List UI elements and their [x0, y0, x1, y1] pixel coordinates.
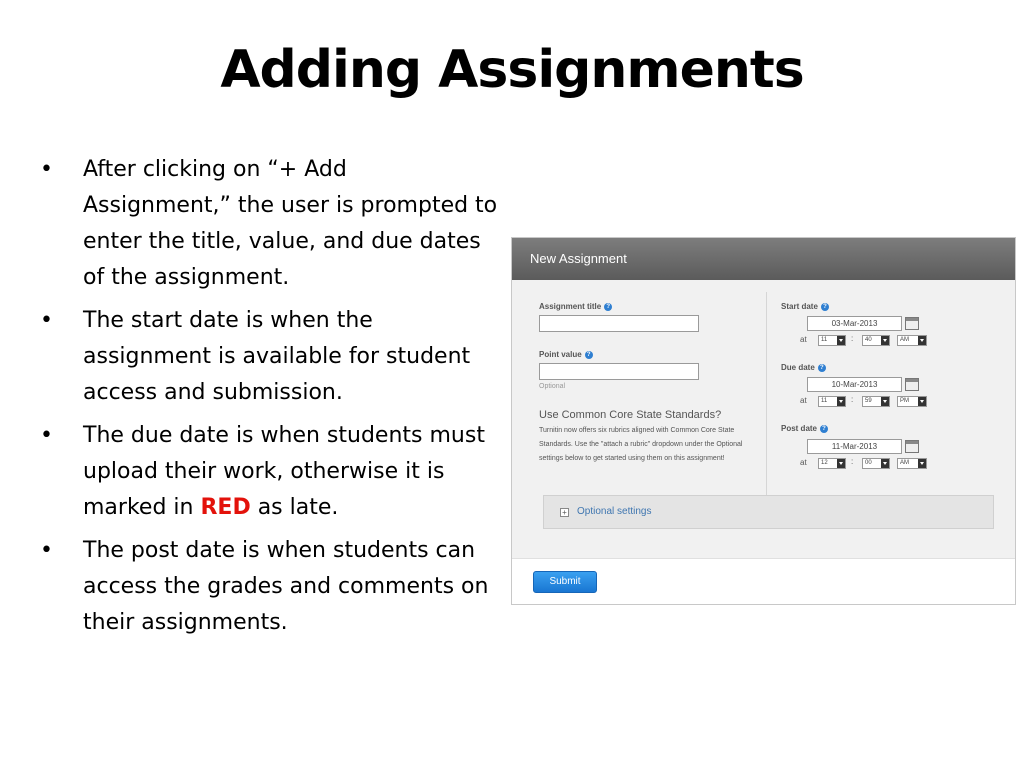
due-hour-value: 11: [821, 398, 828, 404]
post-date-label-text: Post date: [781, 424, 818, 433]
start-date-label: [781, 302, 829, 311]
bullet-text: The post date is when students can access the grades and comments on their assignments.: [83, 538, 489, 635]
calendar-icon[interactable]: [905, 378, 919, 391]
help-icon[interactable]: ?: [604, 303, 612, 311]
due-minute-select[interactable]: [862, 396, 890, 407]
point-value-label: [539, 350, 593, 359]
assignment-title-label-text: Assignment title: [539, 302, 602, 311]
bullet-item-click-add: [40, 152, 500, 296]
post-hour-value: 12: [821, 460, 828, 466]
due-date-label-text: Due date: [781, 363, 815, 372]
at-label: at: [800, 335, 807, 344]
start-date-label-text: Start date: [781, 302, 818, 311]
chevron-down-icon: [918, 459, 926, 468]
start-minute-value: 40: [865, 337, 872, 343]
post-date-input[interactable]: 11-Mar-2013: [807, 439, 902, 454]
help-icon[interactable]: ?: [818, 364, 826, 372]
post-date-label: [781, 424, 828, 433]
chevron-down-icon: [881, 397, 889, 406]
bullet-item-due-date: [40, 418, 500, 526]
calendar-icon[interactable]: [905, 440, 919, 453]
point-value-optional-note: Optional: [539, 383, 566, 390]
start-ampm-select[interactable]: [897, 335, 927, 346]
due-minute-value: 59: [865, 398, 872, 404]
due-hour-select[interactable]: [818, 396, 846, 407]
chevron-down-icon: [837, 336, 845, 345]
bullet-marker: •: [40, 423, 53, 448]
time-colon: :: [851, 334, 854, 343]
chevron-down-icon: [881, 459, 889, 468]
time-colon: :: [851, 395, 854, 404]
bullet-item-post-date: [40, 533, 500, 641]
column-divider: [766, 292, 767, 520]
post-ampm-select[interactable]: [897, 458, 927, 469]
red-emphasis: RED: [200, 495, 251, 520]
post-hour-select[interactable]: [818, 458, 846, 469]
due-ampm-value: PM: [900, 398, 909, 404]
due-ampm-select[interactable]: [897, 396, 927, 407]
chevron-down-icon: [837, 459, 845, 468]
help-icon[interactable]: ?: [585, 351, 593, 359]
calendar-icon[interactable]: [905, 317, 919, 330]
dialog-footer: [512, 558, 1015, 604]
point-value-input[interactable]: [539, 363, 699, 380]
common-core-text: Turnitin now offers six rubrics aligned with Common Core State Standards. Use the "attach a rubric" dropdown under the Optional settings below to get started using them on this assignment!: [539, 427, 743, 462]
due-date-label: [781, 363, 826, 372]
chevron-down-icon: [918, 397, 926, 406]
start-hour-select[interactable]: [818, 335, 846, 346]
slide-title: Adding Assignments: [220, 40, 804, 100]
optional-settings-label[interactable]: Optional settings: [577, 506, 652, 517]
at-label: at: [800, 396, 807, 405]
help-icon[interactable]: ?: [820, 425, 828, 433]
start-ampm-value: AM: [900, 337, 909, 343]
time-colon: :: [851, 457, 854, 466]
post-minute-select[interactable]: [862, 458, 890, 469]
start-minute-select[interactable]: [862, 335, 890, 346]
assignment-title-input[interactable]: [539, 315, 699, 332]
new-assignment-dialog: [511, 237, 1016, 605]
bullet-list: [40, 152, 500, 648]
post-minute-value: 00: [865, 460, 872, 466]
start-hour-value: 11: [821, 337, 828, 343]
dialog-title: New Assignment: [512, 238, 1015, 280]
bullet-text-before: The due date is when students must upload their work, otherwise it is marked in: [83, 423, 485, 520]
bullet-marker: •: [40, 308, 53, 333]
optional-settings-toggle[interactable]: [543, 495, 994, 529]
bullet-item-start-date: [40, 303, 500, 411]
bullet-marker: •: [40, 538, 53, 563]
submit-button[interactable]: Submit: [533, 571, 597, 593]
bullet-text: The start date is when the assignment is available for student access and submission.: [83, 308, 471, 405]
chevron-down-icon: [918, 336, 926, 345]
bullet-text-after: as late.: [250, 495, 339, 520]
expand-icon[interactable]: +: [560, 508, 569, 517]
at-label: at: [800, 458, 807, 467]
due-date-input[interactable]: 10-Mar-2013: [807, 377, 902, 392]
start-date-input[interactable]: 03-Mar-2013: [807, 316, 902, 331]
post-ampm-value: AM: [900, 460, 909, 466]
help-icon[interactable]: ?: [821, 303, 829, 311]
point-value-label-text: Point value: [539, 350, 582, 359]
bullet-marker: •: [40, 157, 53, 182]
common-core-heading: Use Common Core State Standards?: [539, 409, 722, 421]
assignment-title-label: [539, 302, 612, 311]
chevron-down-icon: [837, 397, 845, 406]
bullet-text: After clicking on “+ Add Assignment,” the user is prompted to enter the title, value, and due dates of the assignment.: [83, 157, 498, 290]
dialog-body: [512, 280, 1015, 560]
chevron-down-icon: [881, 336, 889, 345]
